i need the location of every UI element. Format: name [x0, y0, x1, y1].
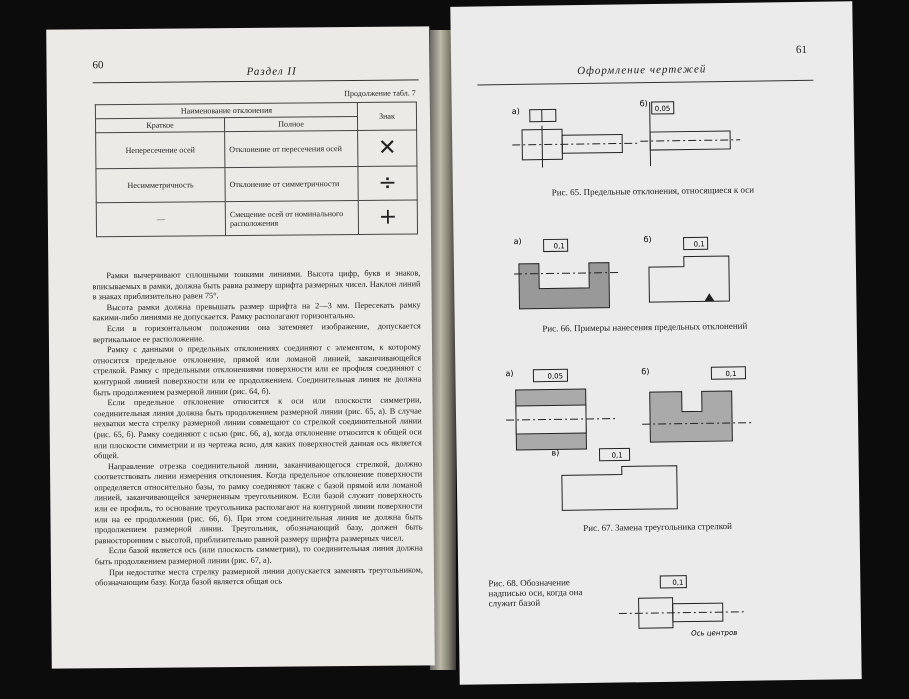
paragraph: Направление отрезка соединительной линии, заканчивающегося стрелкой, должно соответствовать линии измерения отклонения. Когда предельное отклонение поверхности определяется относительно базы, то рамку соединяют также с базой прямой или ломаной линией, заканчивающейся зачерненным треугольником. Если базой служит поверхность или ее профиль, то основание треугольника располагают на контурной линии поверхности или на ее продолжении (рис. 66, б). При этом соединительная линия не должна быть продолжением размерной линии. Треугольник, обозначающий базу, должен быть равносторонним с высотой, приблизительно равной размеру шрифта размерных чисел.: [94, 459, 423, 546]
table-cell-short: Несимметричность: [96, 168, 225, 203]
figure-65a: [512, 96, 643, 173]
paragraph: Если в горизонтальном положении она затемняет изображение, допускается вертикальное ее расположение.: [92, 321, 421, 344]
page-number-left: 60: [92, 59, 104, 72]
figure-68-caption: Рис. 68. Обозначение надписью оси, когда она служит базой: [488, 577, 583, 609]
fig-label: б): [641, 367, 650, 377]
running-head-right: Оформление чертежей: [577, 63, 707, 78]
intersection-sign-icon: ✕: [358, 130, 417, 167]
figure-67b: [641, 362, 782, 454]
axis-label: Ось центров: [691, 628, 738, 638]
tolerance-value: 0,1: [672, 578, 684, 587]
paragraph: Рамки вычерчивают сплошными тонкими линиями. Высота цифр, букв и знаков, вписываемых в рамки, должна быть равна размеру шрифта размерных чисел. Наклон линий в знаках приблизительно равен 75°.: [92, 268, 421, 302]
tolerance-value: 0,1: [693, 240, 705, 249]
body-text: [92, 268, 423, 589]
symmetry-sign-icon: ÷: [358, 166, 417, 201]
tolerance-value: 0,1: [553, 242, 565, 251]
fig-label: в): [551, 448, 560, 458]
table-header-sign: Знак: [357, 102, 416, 131]
paragraph: Если предельное отклонение относится к оси или плоскости симметрии, соединительная линия должна быть продолжением размерной линии (рис. 65, а). В случае нехватки места стрелку размерной линии совмещают со стрелкой соединительной линии (рис. 65, б). Рамку соединяют с осью (рис. 66, а), когда отклонение относится к общей оси или плоскости симметрии и из чертежа ясно, для каких поверхностей данная ось является общей.: [93, 395, 422, 461]
tolerance-value: 0,05: [654, 104, 671, 113]
table-cell-short: —: [96, 202, 225, 237]
deviation-table: [95, 101, 418, 237]
fig-label: а): [513, 236, 522, 246]
header-rule: [93, 79, 419, 83]
right-page: [450, 1, 861, 685]
paragraph: Если базой является ось (или плоскость симметрии), то соединительная линия должна быть продолжением размерной линии (рис. 67, а).: [94, 543, 423, 567]
figure-67-caption: Рис. 67. Замена треугольника стрелкой: [583, 520, 732, 534]
fig-label: б): [639, 99, 648, 109]
tolerance-value: 0,05: [547, 372, 564, 381]
left-page: [46, 26, 435, 668]
table-cell-short: Непересечение осей: [96, 132, 225, 169]
fig-label: а): [505, 368, 514, 379]
figure-65b: [640, 95, 751, 172]
tolerance-value: 0,1: [611, 451, 623, 460]
figure-66a: [513, 232, 624, 314]
figure-66b: [643, 231, 754, 313]
page-number-right: 61: [795, 43, 808, 57]
table-header-short: Краткое: [95, 118, 224, 133]
fig-label: а): [511, 106, 520, 116]
table-caption: Продолжение табл. 7: [344, 88, 416, 99]
paragraph: Рамку с данными о предельных отклонениях соединяют с элементом, к которому относится предельное отклонение, прямой или ломаной линией, заканчивающейся стрелкой. Рамку с предельными отклонениями поверхности или ее профиля соединяют с контурной линией поверхности или ее продолжением. Соединительная линия не должна быть продолжением размерной линии (рис. 64, б).: [93, 342, 422, 397]
table-cell-full: Отклонение от пересечения осей: [225, 130, 358, 167]
running-head-left: Раздел II: [246, 65, 297, 78]
figure-65-caption: Рис. 65. Предельные отклонения, относящиеся к оси: [551, 184, 755, 198]
table-cell-full: Отклонение от симметричности: [225, 166, 358, 201]
paragraph: При недостатке места стрелку размерной линии допускается заменять треугольником, обозначающим базу. Когда базой является общая ось: [95, 565, 423, 588]
table-header-group: Наименование отклонения: [95, 102, 357, 118]
figure-67c: [551, 444, 692, 521]
figure-66-caption: Рис. 66. Примеры нанесения предельных отклонений: [542, 320, 748, 334]
figure-67a: [505, 364, 646, 456]
table-cell-full: Смещение осей от номинального расположения: [225, 200, 358, 235]
table-header-full: Полное: [224, 116, 357, 131]
figure-68: [618, 570, 769, 642]
position-sign-icon: +: [358, 200, 417, 235]
paragraph: Высота рамки должна превышать размер шрифта на 2—3 мм. Пересекать рамку какими-либо линиями не допускается. Рамку располагают горизонтально.: [92, 300, 421, 323]
fig-label: б): [643, 235, 652, 245]
header-rule: [477, 80, 813, 86]
tolerance-value: 0,1: [725, 369, 737, 379]
